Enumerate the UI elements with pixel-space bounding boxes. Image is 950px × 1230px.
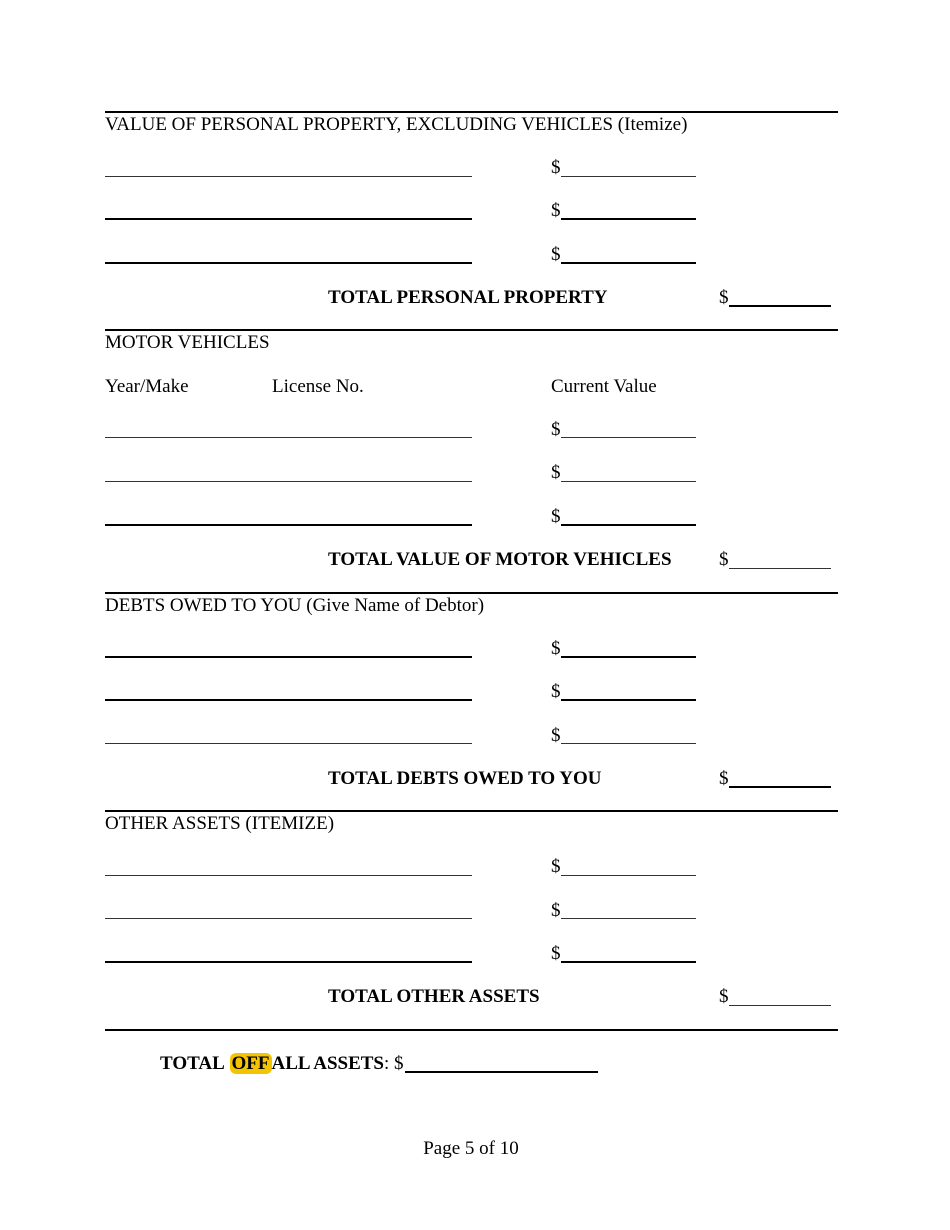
page-number: Page 5 of 10 <box>423 1138 519 1159</box>
grand-total-suffix: : $ <box>384 1053 404 1074</box>
debts-owed-heading: DEBTS OWED TO YOU (Give Name of Debtor) <box>105 595 485 616</box>
debt-value-field-2[interactable] <box>561 699 696 701</box>
grand-total-label-part1: TOTAL <box>160 1053 225 1074</box>
grand-total-field[interactable] <box>405 1071 598 1073</box>
dollar-sign: $ <box>551 462 561 483</box>
other-asset-value-field-3[interactable] <box>561 961 696 963</box>
personal-item-field-2[interactable] <box>105 218 472 220</box>
total-debts-owed-label: TOTAL DEBTS OWED TO YOU <box>328 768 602 789</box>
motor-vehicles-heading: MOTOR VEHICLES <box>105 332 270 353</box>
dollar-sign: $ <box>551 856 561 877</box>
vehicle-value-field-3[interactable] <box>561 524 696 526</box>
dollar-sign: $ <box>551 200 561 221</box>
dollar-sign: $ <box>551 943 561 964</box>
dollar-sign: $ <box>551 900 561 921</box>
other-assets-heading: OTHER ASSETS (ITEMIZE) <box>105 813 335 834</box>
dollar-sign: $ <box>551 725 561 746</box>
personal-value-field-1[interactable] <box>561 176 696 177</box>
section-divider <box>105 810 838 812</box>
total-debts-owed-field[interactable] <box>729 786 831 788</box>
year-make-column-header: Year/Make <box>105 376 189 397</box>
vehicle-value-field-1[interactable] <box>561 437 696 438</box>
section-divider <box>105 329 838 331</box>
personal-value-field-3[interactable] <box>561 262 696 264</box>
dollar-sign: $ <box>551 506 561 527</box>
personal-property-heading: VALUE OF PERSONAL PROPERTY, EXCLUDING VEHICLES (Itemize) <box>105 114 688 135</box>
personal-item-field-1[interactable] <box>105 176 472 177</box>
debt-item-field-1[interactable] <box>105 656 472 658</box>
other-asset-item-field-2[interactable] <box>105 918 472 919</box>
debt-value-field-1[interactable] <box>561 656 696 658</box>
grand-total-label-part2: ALL ASSETS <box>271 1053 385 1074</box>
other-asset-item-field-3[interactable] <box>105 961 472 963</box>
debt-item-field-3[interactable] <box>105 743 472 744</box>
grand-total-label <box>160 1053 404 1075</box>
section-divider <box>105 592 838 594</box>
section-divider <box>105 111 838 113</box>
total-motor-vehicles-label: TOTAL VALUE OF MOTOR VEHICLES <box>328 549 672 570</box>
vehicle-item-field-2[interactable] <box>105 481 472 482</box>
dollar-sign: $ <box>551 244 561 265</box>
highlighted-text: OFF <box>231 1053 270 1074</box>
debt-value-field-3[interactable] <box>561 743 696 744</box>
total-other-assets-label: TOTAL OTHER ASSETS <box>328 986 540 1007</box>
total-personal-property-field[interactable] <box>729 305 831 307</box>
current-value-column-header: Current Value <box>551 376 657 397</box>
dollar-sign: $ <box>719 549 729 570</box>
dollar-sign: $ <box>719 986 729 1007</box>
vehicle-item-field-1[interactable] <box>105 437 472 438</box>
license-no-column-header: License No. <box>272 376 364 397</box>
vehicle-item-field-3[interactable] <box>105 524 472 526</box>
dollar-sign: $ <box>719 768 729 789</box>
debt-item-field-2[interactable] <box>105 699 472 701</box>
other-asset-value-field-2[interactable] <box>561 918 696 919</box>
dollar-sign: $ <box>551 157 561 178</box>
total-motor-vehicles-field[interactable] <box>729 568 831 569</box>
dollar-sign: $ <box>551 638 561 659</box>
other-asset-value-field-1[interactable] <box>561 875 696 876</box>
personal-value-field-2[interactable] <box>561 218 696 220</box>
vehicle-value-field-2[interactable] <box>561 481 696 482</box>
total-other-assets-field[interactable] <box>729 1005 831 1006</box>
dollar-sign: $ <box>551 419 561 440</box>
dollar-sign: $ <box>551 681 561 702</box>
section-divider <box>105 1029 838 1031</box>
total-personal-property-label: TOTAL PERSONAL PROPERTY <box>328 287 608 308</box>
other-asset-item-field-1[interactable] <box>105 875 472 876</box>
personal-item-field-3[interactable] <box>105 262 472 264</box>
dollar-sign: $ <box>719 287 729 308</box>
